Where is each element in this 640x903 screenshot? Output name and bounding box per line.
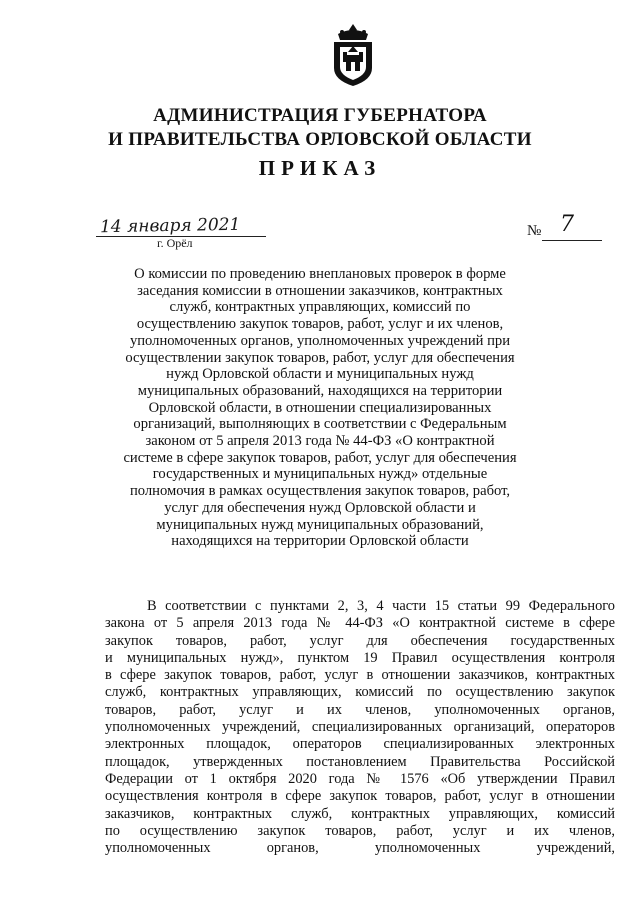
subject-line: нужд Орловской области и муниципальных нужд <box>166 366 474 383</box>
handwritten-number: 7 <box>560 212 574 237</box>
org-title-line-1: АДМИНИСТРАЦИЯ ГУБЕРНАТОРА <box>153 105 487 126</box>
subject-line: служб, контрактных управляющих, комиссий по <box>169 299 471 316</box>
city-label: г. Орёл <box>157 236 193 250</box>
body-line: закупок товаров, работ, услуг для обеспечения государственных <box>105 632 615 649</box>
handwritten-date: 14 января 2021 <box>99 214 241 238</box>
order-subject <box>0 266 640 550</box>
subject-line: Орловской области, в отношении специализированных <box>148 399 492 416</box>
subject-line: муниципальных нужд муниципальных образований, <box>156 516 484 533</box>
body-line: и муниципальных нужд», пунктом 19 Правил осуществления контроля <box>105 649 615 666</box>
body-line: осуществления контроля в сфере закупок товаров, работ, услуг в отношении <box>105 788 615 805</box>
subject-line: системе в сфере закупок товаров, работ, услуг для обеспечения <box>123 449 517 466</box>
number-underline <box>542 240 602 241</box>
body-line: уполномоченных органов, уполномоченных учреждений, <box>105 840 615 857</box>
subject-line: находящихся на территории Орловской области <box>171 533 469 550</box>
document-type-title: ПРИКАЗ <box>258 156 382 180</box>
body-line: площадок, утвержденных постановлением Правительства Российской <box>105 753 615 770</box>
subject-line: О комиссии по проведению внеплановых проверок в форме <box>134 266 506 282</box>
subject-line: осуществлении закупок товаров, работ, услуг для обеспечения <box>125 349 515 366</box>
body-line: товаров, работ, услуг и их членов, уполномоченных органов, <box>105 701 615 718</box>
subject-line: полномочия в рамках осуществления закупок товаров, работ, <box>129 483 511 500</box>
body-line: заказчиков, контрактных служб, контрактных управляющих, комиссий <box>105 805 615 822</box>
number-label: № <box>527 223 542 239</box>
body-line: служб, контрактных управляющих, комиссий по осуществлению закупок <box>105 684 615 701</box>
subject-line: организаций, выполняющих в соответствии с Федеральным <box>133 416 507 433</box>
subject-line: законом от 5 апреля 2013 года № 44-ФЗ «О контрактной <box>145 433 495 450</box>
body-line: электронных площадок, операторов специализированных электронных <box>105 736 615 753</box>
subject-line: заседания комиссии в отношении заказчиков, контрактных <box>137 282 503 299</box>
subject-line: уполномоченных органов, уполномоченных учреждений при <box>129 332 511 349</box>
subject-line: государственных и муниципальных нужд» отдельные <box>152 466 488 483</box>
body-line: уполномоченных учреждений, специализированных организаций, операторов <box>105 719 615 736</box>
subject-line: осуществлению закупок товаров, работ, услуг и их членов, <box>136 316 504 333</box>
subject-line: услуг для обеспечения нужд Орловской области и <box>164 499 476 516</box>
subject-line: муниципальных образований, находящихся на территории <box>137 382 503 399</box>
order-body-text <box>105 598 615 857</box>
body-line: В соответствии с пунктами 2, 3, 4 части 15 статьи 99 Федерального <box>147 598 615 614</box>
body-line: по осуществлению закупок товаров, работ, услуг и их членов, <box>105 822 615 839</box>
org-title-line-2: И ПРАВИТЕЛЬСТВА ОРЛОВСКОЙ ОБЛАСТИ <box>108 129 532 150</box>
body-line: в сфере закупок товаров, работ, услуг в отношении заказчиков, контрактных <box>105 667 615 684</box>
body-line: Федерации от 1 октября 2020 года № 1576 «Об утверждении Правил <box>105 770 615 787</box>
coat-of-arms-emblem <box>328 22 378 88</box>
body-line: закона от 5 апреля 2013 года № 44-ФЗ «О контрактной системе в сфере <box>105 615 615 632</box>
